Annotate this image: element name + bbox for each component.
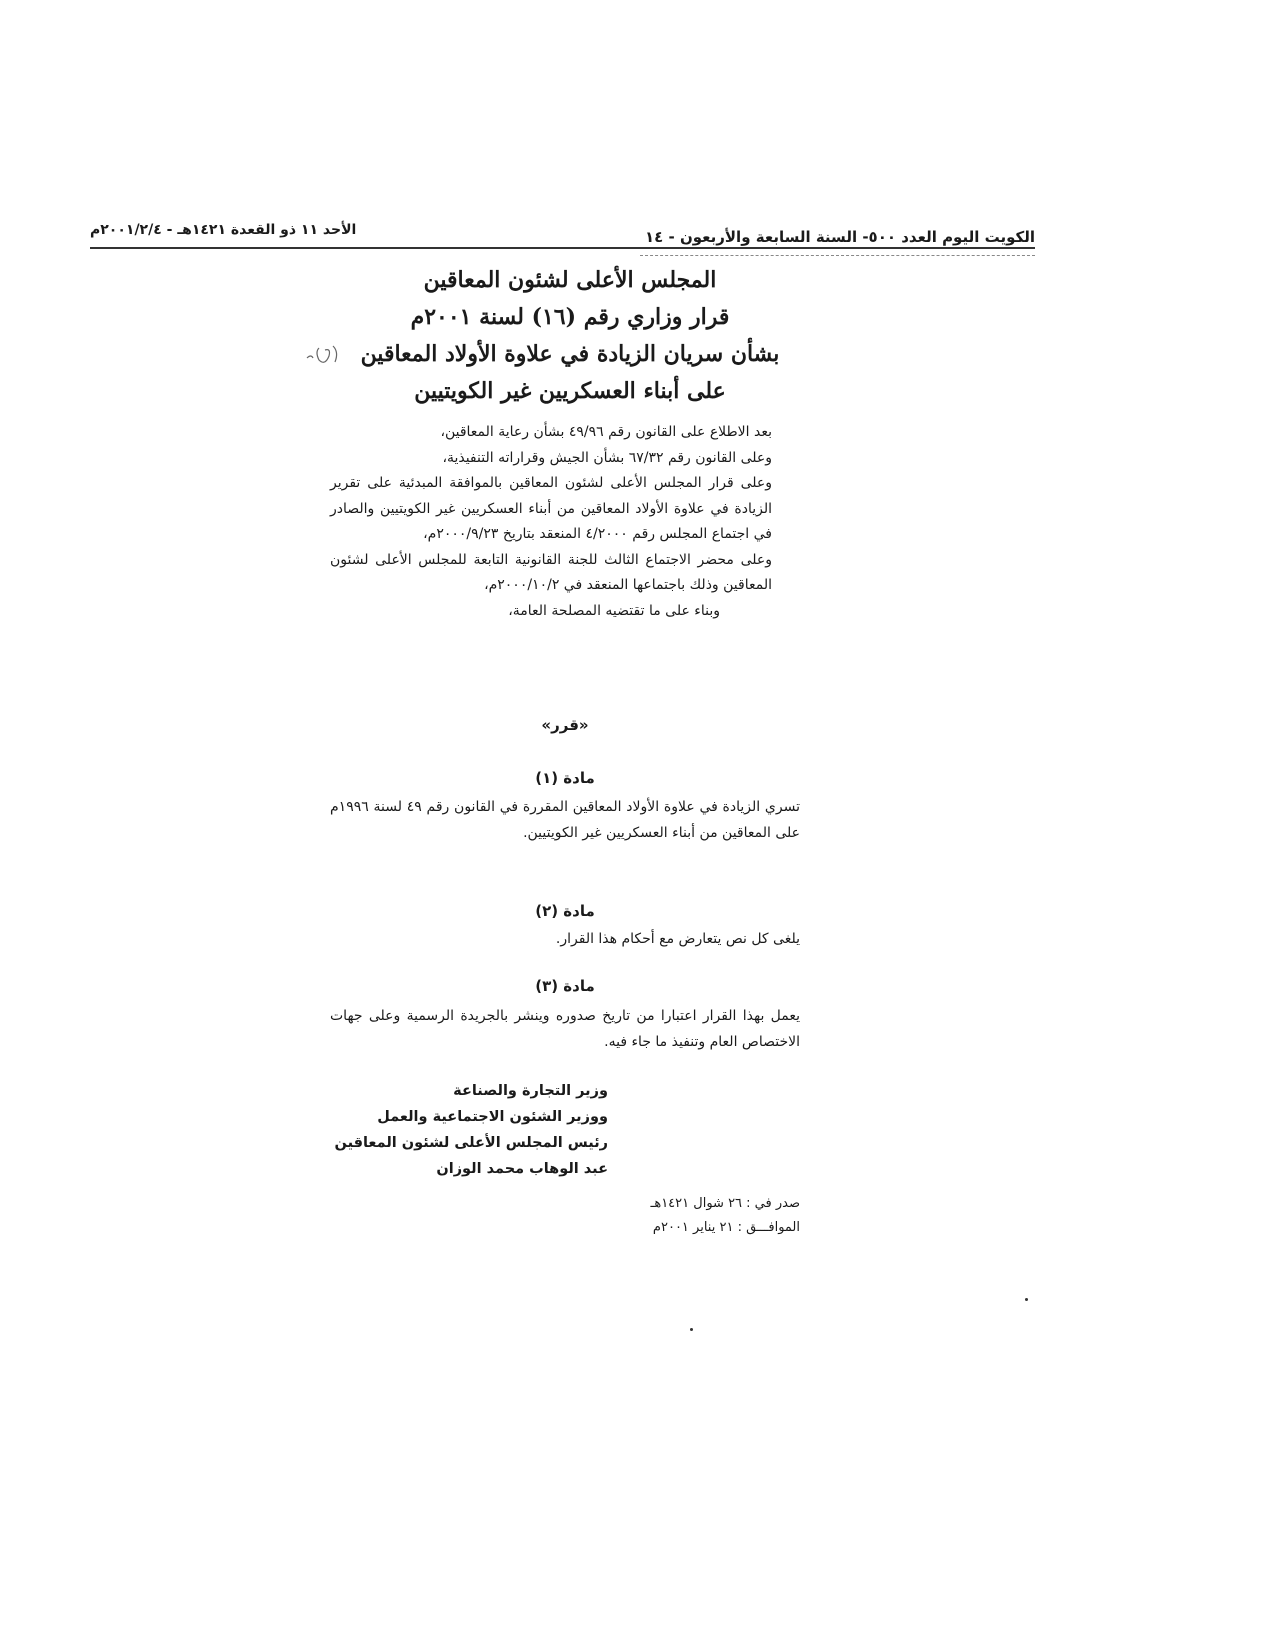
decree-subject-continued: على أبناء العسكريين غير الكويتيين [414,378,726,404]
signatory-name: عبد الوهاب محمد الوزان [436,1161,608,1177]
article-2-title: مادة (٢) [535,902,595,920]
issued-hijri-date: صدر في : ٢٦ شوال ١٤٢١هـ [650,1196,800,1211]
header-rule-secondary [640,255,1035,256]
article-1-text: تسري الزيادة في علاوة الأولاد المعاقين المقررة في القانون رقم ٤٩ لسنة ١٩٩٦م على المعاقين من أبناء العسكريين غير الكويتيين. [330,799,800,841]
council-name: المجلس الأعلى لشئون المعاقين [423,267,717,293]
preamble-council-decision: وعلى قرار المجلس الأعلى لشئون المعاقين بالموافقة المبدئية على تقرير الزيادة في علاوة الأولاد المعاقين من أبناء العسكريين غير الكويتيين والصادر في اجتماع المجلس رقم ٤/٢٠٠٠ المنعقد بتاريخ ٢٠٠٠/٩/٢٣م، [330,475,772,542]
preamble [330,420,800,624]
decree-number: قرار وزاري رقم (١٦) لسنة ٢٠٠١م [410,304,730,330]
preamble-law-49: بعد الاطلاع على القانون رقم ٤٩/٩٦ بشأن رعاية المعاقين، [440,424,772,440]
signatory-title-1: وزير التجارة والصناعة [453,1083,608,1099]
signature-block [330,1078,608,1182]
article-1-title: مادة (١) [535,769,595,787]
preamble-committee-minutes: وعلى محضر الاجتماع الثالث للجنة القانونية التابعة للمجلس الأعلى لشئون المعاقين وذلك باجتماعها المنعقد في ٢٠٠٠/١٠/٢م، [330,551,772,593]
issued-gregorian-date: الموافـــق : ٢١ يناير ٢٠٠١م [652,1220,800,1235]
header-rule [90,247,1035,249]
preamble-public-interest: وبناء على ما تقتضيه المصلحة العامة، [508,602,720,619]
handwritten-mark-icon [305,340,345,370]
decree-subject: بشأن سريان الزيادة في علاوة الأولاد المعاقين [360,341,780,367]
scan-speck [1025,1298,1028,1301]
signatory-title-3: رئيس المجلس الأعلى لشئون المعاقين [334,1135,608,1151]
preamble-law-32: وعلى القانون رقم ٦٧/٣٢ بشأن الجيش وقراراته التنفيذية، [442,449,772,466]
gazette-date-header: الأحد ١١ ذو القعدة ١٤٢١هـ - ٢٠٠١/٢/٤م [90,222,357,238]
article-3-title: مادة (٣) [535,977,595,995]
article-2-text: يلغى كل نص يتعارض مع أحكام هذا القرار. [555,931,800,947]
decided-heading: «قرر» [541,716,589,734]
decree-titles [330,262,810,410]
signatory-title-2: ووزير الشئون الاجتماعية والعمل [377,1109,608,1125]
article-3-text: يعمل بهذا القرار اعتبارا من تاريخ صدوره وينشر بالجريدة الرسمية وعلى جهات الاختصاص العام وتنفيذ ما جاء فيه. [330,1008,800,1050]
scan-speck [690,1328,693,1331]
gazette-issue-header: الكويت اليوم العدد ٥٠٠- السنة السابعة والأربعون - ١٤ [644,228,1035,246]
issue-dates [560,1192,800,1240]
